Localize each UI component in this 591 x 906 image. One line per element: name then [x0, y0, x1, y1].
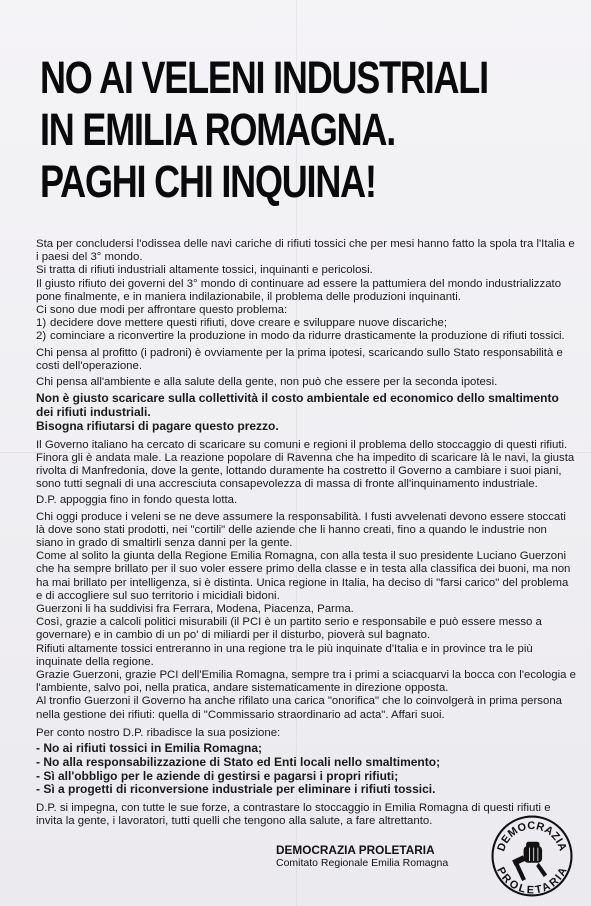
option-item	[36, 330, 576, 343]
headline-line-3: PAGHI CHI INQUINA!	[40, 156, 376, 207]
intro-paragraph: Il giusto rifiuto dei governi del 3° mondo di continuare ad essere la pattumiera del mondo industrializzato pone finalmente, e in maniera indilazionabile, il problema delle produzioni inquinanti.	[36, 277, 562, 303]
bold-statement: Non è giusto scaricare sulla collettività il costo ambientale ed economico dello smaltimento dei rifiuti industriali.	[36, 391, 559, 420]
main-paragraph: Guerzoni li ha suddivisi fra Ferrara, Modena, Piacenza, Parma.	[36, 603, 354, 616]
demand-item: - No alla responsabilizzazione di Stato ed Enti locali nello smaltimento;	[36, 754, 441, 769]
democrazia-proletaria-logo	[490, 814, 574, 898]
option-text: decidere dove mettere questi rifiuti, dove creare e sviluppare nuove discariche;	[50, 317, 447, 330]
demand-item: - Sì all'obbligo per le aziende di gestirsi e pagarsi i propri rifiuti;	[36, 768, 399, 783]
demands-list	[36, 742, 576, 797]
option-number: 2)	[36, 330, 47, 343]
analysis-paragraph: Chi pensa al profitto (i padroni) è ovviamente per la prima ipotesi, scaricando sullo Stato responsabilità e costi dell'operazione.	[36, 346, 563, 372]
bold-statement: Bisogna rifiutarsi di pagare questo prezzo.	[36, 418, 279, 433]
demand-item: - No ai rifiuti tossici in Emilia Romagna;	[36, 741, 263, 756]
position-intro: Per conto nostro D.P. ribadisce la sua posizione:	[36, 726, 281, 739]
main-paragraph: Così, grazie a calcoli politici misurabili (il PCI è un partito serio e responsabile e può essere messo a governare) e in cambio di un po' di miliardi per il disturbo, pioverà sul bagnato.	[36, 616, 542, 642]
main-paragraph: Chi oggi produce i veleni se ne deve assumere la responsabilità. I fusti avvelenati devono essere stoccati là dove sono stati prodotti, nei "cortili" delle aziende che li hanno creati, fino a quando le industrie non siano in grado di smaltirli senza danni per la gente.	[36, 510, 566, 550]
intro-paragraph: Sta per concludersi l'odissea delle navi cariche di rifiuti tossici che per mesi hanno fatto la spola tra l'Italia e i paesi del 3° mondo.	[36, 238, 575, 264]
main-paragraph: Come al solito la giunta della Regione Emilia Romagna, con alla testa il suo presidente Luciano Guerzoni che ha sempre brillato per il suo voler essere primo della classe e in testa alla classifica dei buoni, ma non ha mai brillato per intelligenza, si è distinta. Unica regione in Italia, ha deciso di "farsi carico" del problema e di accogliere sul suo territorio i micidiali bidoni.	[36, 550, 571, 602]
intro-paragraph: Ci sono due modi per affrontare questo problema:	[36, 304, 288, 317]
main-paragraph: Grazie Guerzoni, grazie PCI dell'Emilia Romagna, sempre tra i primi a sciacquarvi la bocca con l'ecologia e l'ambiente, salvo poi, nella pratica, andare sistematicamente in direzione opposta.	[36, 669, 576, 695]
headline	[40, 52, 488, 208]
headline-line-2: IN EMILIA ROMAGNA.	[40, 104, 396, 155]
main-paragraph: D.P. appoggia fino in fondo questa lotta.	[36, 494, 238, 507]
option-text: cominciare a riconvertire la produzione in modo da ridurre drasticamente la produzione di rifiuti tossici.	[50, 330, 565, 343]
logo-top-text: DEMOCRAZIA	[495, 820, 569, 853]
option-number: 1)	[36, 317, 47, 330]
main-paragraph: Il Governo italiano ha cercato di scaricare su comuni e regioni il problema dello stoccaggio di questi rifiuti. Finora gli è andata male. La reazione popolare di Ravenna che ha impedito di scaricare là le navi, la giusta rivolta di Manfredonia, dove la gente, lottando duramente ha costretto il Governo a cambiare i suoi piani, sono tutti segnali di una accresciuta consapevolezza di massa di fronte all'inquinamento industriale.	[36, 438, 575, 491]
signature-org: DEMOCRAZIA PROLETARIA	[276, 843, 435, 857]
body-text	[36, 238, 576, 829]
main-paragraph: Al tronfio Guerzoni il Governo ha anche rifilato una carica "onorifica" che lo coinvolgerà in prima persona nella gestione dei rifiuti: quella di "Commissario straordinario ad acta". Affari suoi.	[36, 695, 563, 721]
option-item	[36, 317, 576, 330]
demand-item: - Sì a progetti di riconversione industriale per eliminare i rifiuti tossici.	[36, 782, 436, 797]
headline-line-1: NO AI VELENI INDUSTRIALI	[40, 52, 488, 103]
signature-subtitle: Comitato Regionale Emilia Romagna	[276, 857, 449, 869]
analysis-paragraph: Chi pensa all'ambiente e alla salute della gente, non può che essere per la seconda ipotesi.	[36, 376, 498, 389]
logo-bottom-text: PROLETARIA	[494, 865, 570, 897]
intro-paragraph: Si tratta di rifiuti industriali altamente tossici, inquinanti e pericolosi.	[36, 264, 373, 277]
closing-paragraph: D.P. si impegna, con tutte le sue forze, a contrastare lo stoccaggio in Emilia Romagna di questi rifiuti e invita la gente, i lavoratori, tutti quelli che tengono alla salute, a fare altrettanto.	[36, 802, 551, 828]
fist-hammer-icon	[512, 842, 547, 881]
signature-block	[276, 843, 448, 870]
main-paragraph: Rifiuti altamente tossici entreranno in una regione tra le più inquinate d'Italia e in province tra le più inquinate della regione.	[36, 642, 533, 668]
